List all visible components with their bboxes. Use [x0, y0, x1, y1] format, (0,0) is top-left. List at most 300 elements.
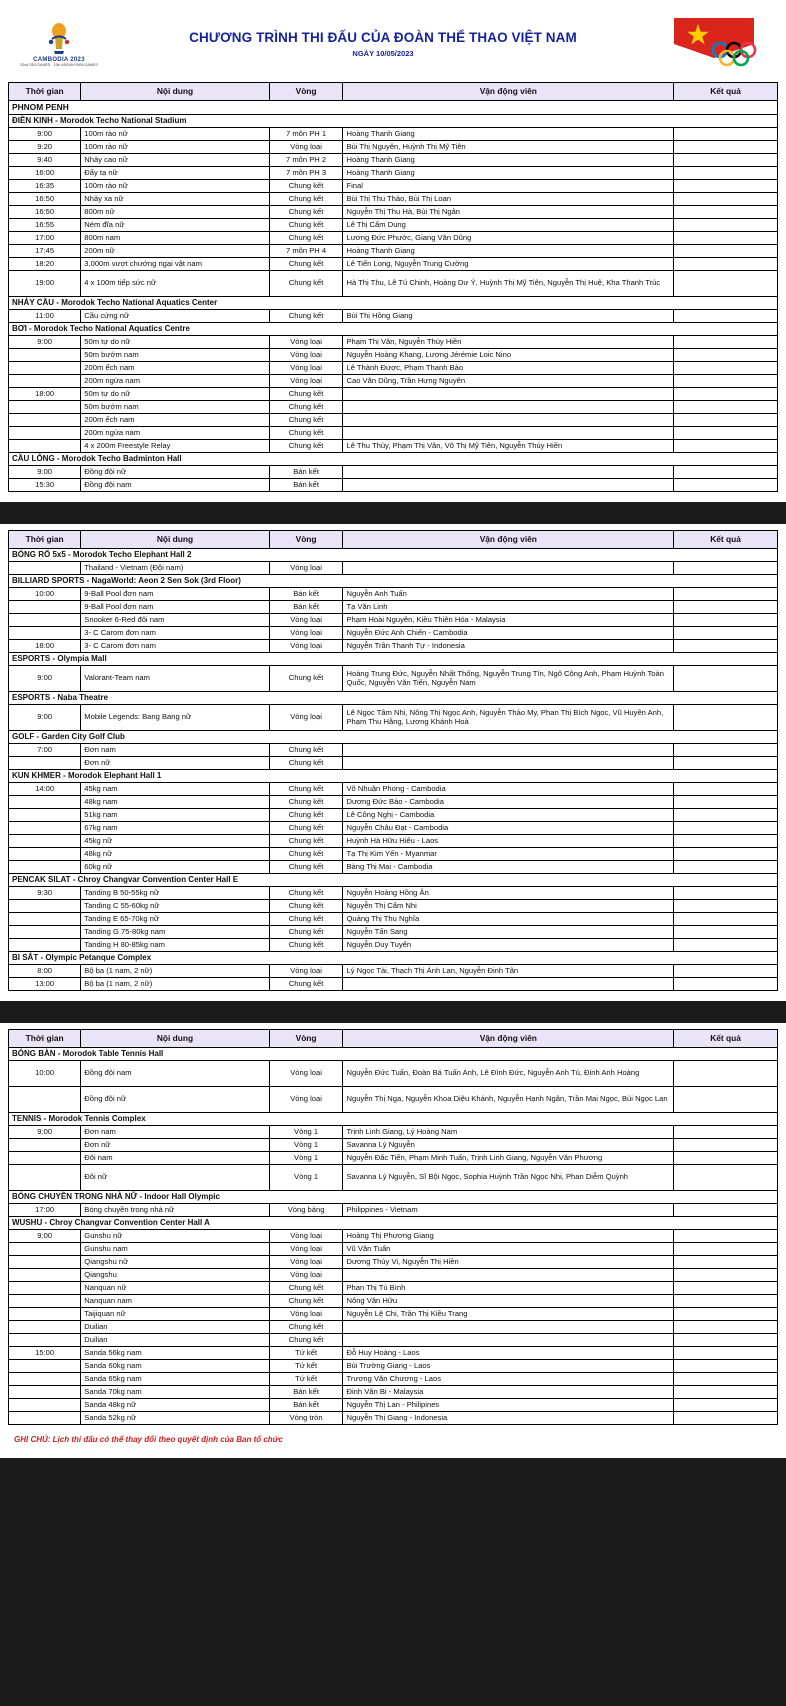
- cell-event: Đôi nam: [81, 1151, 269, 1164]
- cell-result: [674, 613, 778, 626]
- venue-label: ESPORTS - Olympia Mall: [9, 652, 778, 665]
- cell-event: Đơn nam: [81, 743, 269, 756]
- venue-label: BILLIARD SPORTS - NagaWorld: Aeon 2 Sen Sok (3rd Floor): [9, 574, 778, 587]
- cell-event: Qiangshu: [81, 1268, 269, 1281]
- table-row: [9, 639, 778, 652]
- cell-athlete: Cao Văn Dũng, Trần Hưng Nguyên: [343, 374, 674, 387]
- table-row: [9, 613, 778, 626]
- cell-result: [674, 743, 778, 756]
- table-row: [9, 374, 778, 387]
- cell-round: Chung kết: [269, 270, 343, 296]
- cell-event: Đẩy tạ nữ: [81, 166, 269, 179]
- venue-label: KUN KHMER - Morodok Elephant Hall 1: [9, 769, 778, 782]
- col-round: Vòng: [269, 83, 343, 101]
- venue-label: CẦU LÔNG - Morodok Techo Badminton Hall: [9, 452, 778, 465]
- cell-athlete: Vũ Văn Tuấn: [343, 1242, 674, 1255]
- venue-heading-row: [9, 114, 778, 127]
- cell-time: 9:40: [9, 153, 81, 166]
- cell-event: 60kg nữ: [81, 860, 269, 873]
- cell-athlete: [343, 561, 674, 574]
- cell-event: 4 x 100m tiếp sức nữ: [81, 270, 269, 296]
- cell-athlete: Lý Ngọc Tài, Thạch Thị Ánh Lan, Nguyễn Đinh Tân: [343, 964, 674, 977]
- cell-result: [674, 756, 778, 769]
- cell-event: 3- C Carom đơn nam: [81, 626, 269, 639]
- cell-athlete: Lê Thị Cẩm Dung: [343, 218, 674, 231]
- cell-event: Valorant-Team nam: [81, 665, 269, 691]
- cell-athlete: Dương Đức Bảo - Cambodia: [343, 795, 674, 808]
- cell-event: Tanding G 75-80kg nam: [81, 925, 269, 938]
- cell-athlete: [343, 756, 674, 769]
- cell-result: [674, 1333, 778, 1346]
- cell-result: [674, 795, 778, 808]
- cell-event: 100m rào nữ: [81, 140, 269, 153]
- cell-athlete: Savanna Lý Nguyễn, Sĩ Bội Ngọc, Sophia Huỳnh Trần Ngọc Nhi, Phan Diễm Quỳnh: [343, 1164, 674, 1190]
- cell-event: Sanda 60kg nam: [81, 1359, 269, 1372]
- cell-event: Tanding E 65-70kg nữ: [81, 912, 269, 925]
- cell-round: Tứ kết: [269, 1372, 343, 1385]
- page-title: CHƯƠNG TRÌNH THI ĐẤU CỦA ĐOÀN THỂ THAO VIỆT NAM: [189, 30, 577, 45]
- cell-round: Chung kết: [269, 808, 343, 821]
- vietnam-olympic-logo: [668, 14, 760, 74]
- cell-athlete: Nguyễn Hoàng Khang, Lương Jérémie Loic Nino: [343, 348, 674, 361]
- cell-time: [9, 1242, 81, 1255]
- cell-time: 7:00: [9, 743, 81, 756]
- cell-time: 15:30: [9, 478, 81, 491]
- table-row: [9, 335, 778, 348]
- cell-round: Vòng loại: [269, 1086, 343, 1112]
- cell-athlete: Final: [343, 179, 674, 192]
- venue-label: BÓNG CHUYỀN TRONG NHÀ NỮ - Indoor Hall Olympic: [9, 1190, 778, 1203]
- table-row: [9, 626, 778, 639]
- table-row: [9, 361, 778, 374]
- table-row: [9, 413, 778, 426]
- col-round: Vòng: [269, 530, 343, 548]
- table-row: [9, 1320, 778, 1333]
- col-athlete: Vận động viên: [343, 83, 674, 101]
- table-row: [9, 1398, 778, 1411]
- cell-athlete: Nguyễn Thị Giang - Indonesia: [343, 1411, 674, 1424]
- venue-heading-row: [9, 296, 778, 309]
- table-row: [9, 600, 778, 613]
- cell-time: [9, 1385, 81, 1398]
- cell-athlete: [343, 1320, 674, 1333]
- table-row: [9, 127, 778, 140]
- table-row: [9, 899, 778, 912]
- cell-time: [9, 1333, 81, 1346]
- table-row: [9, 478, 778, 491]
- table-row: [9, 782, 778, 795]
- venue-heading-row: [9, 652, 778, 665]
- cell-time: 9:00: [9, 465, 81, 478]
- cell-round: Chung kết: [269, 977, 343, 990]
- cell-event: Duilian: [81, 1320, 269, 1333]
- cell-result: [674, 166, 778, 179]
- cell-time: 18:00: [9, 639, 81, 652]
- col-event: Nội dung: [81, 83, 269, 101]
- cell-event: Qiangshu nữ: [81, 1255, 269, 1268]
- table-row: [9, 847, 778, 860]
- table-row: [9, 205, 778, 218]
- cell-event: Bộ ba (1 nam, 2 nữ): [81, 964, 269, 977]
- cell-result: [674, 626, 778, 639]
- col-round: Vòng: [269, 1029, 343, 1047]
- table-row: [9, 140, 778, 153]
- cell-time: [9, 1138, 81, 1151]
- cell-athlete: Hoàng Thanh Giang: [343, 153, 674, 166]
- cell-event: Sanda 65kg nam: [81, 1372, 269, 1385]
- table-row: [9, 1268, 778, 1281]
- cell-athlete: Nguyễn Tấn Sang: [343, 925, 674, 938]
- city-heading-row: [9, 101, 778, 115]
- cell-athlete: Hoàng Trung Đức, Nguyễn Nhất Thống, Nguyễn Trung Tín, Ngô Công Anh, Phạm Huỳnh Toàn Quốc, Nguyễn Văn Tiến, Nguyễn Nam: [343, 665, 674, 691]
- cell-time: [9, 899, 81, 912]
- table-row: [9, 1164, 778, 1190]
- cell-result: [674, 1307, 778, 1320]
- venue-label: GOLF - Garden City Golf Club: [9, 730, 778, 743]
- cell-result: [674, 179, 778, 192]
- cell-round: Chung kết: [269, 834, 343, 847]
- cell-event: Bộ ba (1 nam, 2 nữ): [81, 977, 269, 990]
- cell-athlete: Huỳnh Hà Hữu Hiếu - Laos: [343, 834, 674, 847]
- cell-result: [674, 1164, 778, 1190]
- cell-athlete: Đỗ Huy Hoàng - Laos: [343, 1346, 674, 1359]
- cell-athlete: Hoàng Thanh Giang: [343, 244, 674, 257]
- cell-round: Chung kết: [269, 899, 343, 912]
- table-row: [9, 218, 778, 231]
- cell-result: [674, 205, 778, 218]
- cell-event: 50m tự do nữ: [81, 335, 269, 348]
- cell-event: Sanda 48kg nữ: [81, 1398, 269, 1411]
- cell-result: [674, 1346, 778, 1359]
- table-row: [9, 912, 778, 925]
- schedule-table-1: [8, 82, 778, 492]
- cell-result: [674, 413, 778, 426]
- cell-athlete: Trương Văn Chương - Laos: [343, 1372, 674, 1385]
- col-result: Kết quả: [674, 83, 778, 101]
- cell-event: 200m ngửa nam: [81, 374, 269, 387]
- cell-result: [674, 1359, 778, 1372]
- cell-event: Đôi nữ: [81, 1164, 269, 1190]
- cell-athlete: Tạ Thị Kim Yến - Myanmar: [343, 847, 674, 860]
- cell-athlete: Hà Thị Thu, Lê Tú Chinh, Hoàng Dư Ý, Huỳnh Thị Mỹ Tiên, Nguyễn Thị Huệ, Kha Thanh Trúc: [343, 270, 674, 296]
- cell-result: [674, 478, 778, 491]
- cell-round: Bán kết: [269, 587, 343, 600]
- schedule-sheet-3: [0, 1023, 786, 1458]
- cell-athlete: Đinh Văn Bi - Malaysia: [343, 1385, 674, 1398]
- cell-event: 200m ếch nam: [81, 361, 269, 374]
- cell-round: Vòng loại: [269, 704, 343, 730]
- venue-heading-row: [9, 730, 778, 743]
- table-row: [9, 561, 778, 574]
- cell-athlete: Lê Tiến Long, Nguyễn Trung Cường: [343, 257, 674, 270]
- vietnam-flag-olympic-rings-icon: [668, 14, 760, 74]
- cell-time: [9, 756, 81, 769]
- cell-athlete: [343, 465, 674, 478]
- cell-athlete: Bùi Trường Giang - Laos: [343, 1359, 674, 1372]
- cell-round: Chung kết: [269, 192, 343, 205]
- venue-heading-row: [9, 1190, 778, 1203]
- cell-time: [9, 1164, 81, 1190]
- cell-round: Tứ kết: [269, 1359, 343, 1372]
- table-row: [9, 1281, 778, 1294]
- cell-round: Vòng loại: [269, 964, 343, 977]
- cell-time: 9:00: [9, 127, 81, 140]
- cell-result: [674, 1320, 778, 1333]
- cell-time: [9, 847, 81, 860]
- cell-event: Mobile Legends: Bang Bang nữ: [81, 704, 269, 730]
- cell-result: [674, 1242, 778, 1255]
- cell-event: Bóng chuyền trong nhà nữ: [81, 1203, 269, 1216]
- cell-round: 7 môn PH 3: [269, 166, 343, 179]
- venue-heading-row: [9, 1216, 778, 1229]
- cell-result: [674, 1229, 778, 1242]
- cell-time: [9, 860, 81, 873]
- cell-event: Duilian: [81, 1333, 269, 1346]
- table-row: [9, 1203, 778, 1216]
- cell-result: [674, 977, 778, 990]
- cell-result: [674, 1385, 778, 1398]
- cell-event: Taijiquan nữ: [81, 1307, 269, 1320]
- cell-time: 16:35: [9, 179, 81, 192]
- cell-result: [674, 1294, 778, 1307]
- venue-heading-row: [9, 548, 778, 561]
- cell-athlete: Hoàng Thanh Giang: [343, 166, 674, 179]
- venue-label: ĐIỀN KINH - Morodok Techo National Stadium: [9, 114, 778, 127]
- cell-event: 9-Ball Pool đơn nam: [81, 600, 269, 613]
- cell-event: Tanding H 80-85kg nam: [81, 938, 269, 951]
- cell-event: Thailand - Vietnam (Đội nam): [81, 561, 269, 574]
- cell-round: Chung kết: [269, 439, 343, 452]
- table-row: [9, 834, 778, 847]
- cell-event: 50m tự do nữ: [81, 387, 269, 400]
- cell-round: Chung kết: [269, 782, 343, 795]
- cell-result: [674, 361, 778, 374]
- cell-time: [9, 600, 81, 613]
- cell-event: Sanda 52kg nữ: [81, 1411, 269, 1424]
- cell-time: [9, 1307, 81, 1320]
- table-row: [9, 1242, 778, 1255]
- table-row: [9, 1385, 778, 1398]
- venue-label: PENCAK SILAT - Chroy Changvar Convention Center Hall E: [9, 873, 778, 886]
- cell-time: 9:00: [9, 335, 81, 348]
- page-date: NGÀY 10/05/2023: [352, 49, 414, 58]
- cell-round: Vòng loại: [269, 626, 343, 639]
- venue-heading-row: [9, 873, 778, 886]
- cell-time: 9:00: [9, 1125, 81, 1138]
- cell-result: [674, 1086, 778, 1112]
- cell-round: Vòng loại: [269, 1307, 343, 1320]
- cell-athlete: Phạm Hoài Nguyên, Kiều Thiên Hóa - Malaysia: [343, 613, 674, 626]
- cell-round: Bán kết: [269, 600, 343, 613]
- col-event: Nội dung: [81, 1029, 269, 1047]
- table-row: [9, 1060, 778, 1086]
- cell-athlete: Lê Ngọc Tâm Nhi, Nông Thị Ngọc Anh, Nguyễn Thảo My, Phan Thị Bích Ngọc, Vũ Huyền Anh, Phạm Thu Hằng, Lương Khánh Hoà: [343, 704, 674, 730]
- col-athlete: Vận động viên: [343, 530, 674, 548]
- cell-round: Vòng loại: [269, 348, 343, 361]
- cell-time: 18:00: [9, 387, 81, 400]
- cell-result: [674, 665, 778, 691]
- table-header-row: [9, 83, 778, 101]
- cell-time: [9, 613, 81, 626]
- cell-event: 45kg nam: [81, 782, 269, 795]
- table-row: [9, 925, 778, 938]
- cell-athlete: Nông Văn Hữu: [343, 1294, 674, 1307]
- cell-time: [9, 1320, 81, 1333]
- cell-event: 50m bướm nam: [81, 400, 269, 413]
- sea-games-emblem-icon: [42, 22, 76, 56]
- table-row: [9, 795, 778, 808]
- cell-time: [9, 1411, 81, 1424]
- cambodia-2023-logo: [20, 15, 98, 73]
- cell-event: Nanquan nữ: [81, 1281, 269, 1294]
- cell-round: Chung kết: [269, 257, 343, 270]
- cell-event: 48kg nam: [81, 795, 269, 808]
- cell-result: [674, 938, 778, 951]
- table-row: [9, 860, 778, 873]
- cell-athlete: Hoàng Thị Phương Giang: [343, 1229, 674, 1242]
- venue-label: BI SẮT - Olympic Petanque Complex: [9, 951, 778, 964]
- footer-note: GHI CHÚ: Lịch thi đấu có thể thay đổi theo quyết định của Ban tổ chức: [14, 1434, 283, 1444]
- cell-athlete: Philippines - Vietnam: [343, 1203, 674, 1216]
- cell-result: [674, 964, 778, 977]
- sheet-divider: [0, 1001, 786, 1023]
- cell-result: [674, 912, 778, 925]
- cell-round: Vòng 1: [269, 1138, 343, 1151]
- cell-event: Đồng đội nữ: [81, 1086, 269, 1112]
- cell-event: 50m bướm nam: [81, 348, 269, 361]
- venue-label: WUSHU - Chroy Changvar Convention Center Hall A: [9, 1216, 778, 1229]
- venue-heading-row: [9, 322, 778, 335]
- cell-result: [674, 270, 778, 296]
- cell-event: Gunshu nữ: [81, 1229, 269, 1242]
- venue-heading-row: [9, 951, 778, 964]
- cell-event: Đồng đội nam: [81, 478, 269, 491]
- cell-athlete: Quảng Thị Thu Nghĩa: [343, 912, 674, 925]
- venue-label: NHẢY CẦU - Morodok Techo National Aquatics Center: [9, 296, 778, 309]
- cell-event: 48kg nữ: [81, 847, 269, 860]
- cell-event: Đơn nữ: [81, 1138, 269, 1151]
- cell-result: [674, 335, 778, 348]
- cell-result: [674, 231, 778, 244]
- cell-event: Nanquan nam: [81, 1294, 269, 1307]
- cell-result: [674, 808, 778, 821]
- cell-round: Chung kết: [269, 860, 343, 873]
- cell-athlete: Nguyễn Đức Anh Chiến - Cambodia: [343, 626, 674, 639]
- cell-result: [674, 899, 778, 912]
- cell-event: 3,000m vượt chướng ngại vật nam: [81, 257, 269, 270]
- cell-athlete: Nguyễn Trần Thanh Tự - Indonesia: [343, 639, 674, 652]
- cell-athlete: Bùi Thị Hồng Giang: [343, 309, 674, 322]
- cell-athlete: Lê Công Nghị - Cambodia: [343, 808, 674, 821]
- cell-round: Chung kết: [269, 387, 343, 400]
- cell-time: [9, 1398, 81, 1411]
- cell-time: 10:00: [9, 1060, 81, 1086]
- table-row: [9, 244, 778, 257]
- cell-time: [9, 1151, 81, 1164]
- cell-time: 13:00: [9, 977, 81, 990]
- table-row: [9, 743, 778, 756]
- cell-round: Vòng loại: [269, 1060, 343, 1086]
- table-row: [9, 1294, 778, 1307]
- torch-icon: [42, 22, 76, 56]
- table-row: [9, 886, 778, 899]
- cell-athlete: Nguyễn Thị Lan - Philipines: [343, 1398, 674, 1411]
- cell-result: [674, 860, 778, 873]
- cell-round: 7 môn PH 1: [269, 127, 343, 140]
- cell-event: 67kg nam: [81, 821, 269, 834]
- cell-round: Vòng tròn: [269, 1411, 343, 1424]
- cell-result: [674, 1125, 778, 1138]
- table-row: [9, 938, 778, 951]
- cell-result: [674, 704, 778, 730]
- cell-result: [674, 1138, 778, 1151]
- cell-athlete: [343, 400, 674, 413]
- cell-athlete: Bùi Thị Nguyên, Huỳnh Thị Mỹ Tiên: [343, 140, 674, 153]
- table-row: [9, 964, 778, 977]
- table-row: [9, 166, 778, 179]
- cell-event: Đồng đội nam: [81, 1060, 269, 1086]
- cell-time: [9, 1281, 81, 1294]
- cell-event: Tanding B 50-55kg nữ: [81, 886, 269, 899]
- cell-athlete: Tạ Văn Linh: [343, 600, 674, 613]
- cell-round: Bán kết: [269, 478, 343, 491]
- cell-event: Đơn nữ: [81, 756, 269, 769]
- cell-time: 16:00: [9, 166, 81, 179]
- venue-label: ESPORTS - Naba Theatre: [9, 691, 778, 704]
- cell-time: 17:45: [9, 244, 81, 257]
- cell-time: 19:00: [9, 270, 81, 296]
- table-row: [9, 808, 778, 821]
- cell-time: 16:50: [9, 205, 81, 218]
- cell-round: Vòng loại: [269, 639, 343, 652]
- cell-time: [9, 400, 81, 413]
- cell-result: [674, 600, 778, 613]
- table-row: [9, 1372, 778, 1385]
- cell-athlete: [343, 387, 674, 400]
- venue-heading-row: [9, 574, 778, 587]
- table-header-row: [9, 530, 778, 548]
- cell-round: Vòng loại: [269, 1255, 343, 1268]
- cell-athlete: Savanna Lý Nguyễn: [343, 1138, 674, 1151]
- table-row: [9, 756, 778, 769]
- cell-result: [674, 561, 778, 574]
- cell-round: Vòng bảng: [269, 1203, 343, 1216]
- table-row: [9, 426, 778, 439]
- cell-event: Gunshu nam: [81, 1242, 269, 1255]
- table-body-2: [9, 548, 778, 990]
- col-athlete: Vận động viên: [343, 1029, 674, 1047]
- cell-round: Vòng 1: [269, 1164, 343, 1190]
- col-time: Thời gian: [9, 530, 81, 548]
- cell-round: Chung kết: [269, 205, 343, 218]
- cell-athlete: Nguyễn Châu Đạt - Cambodia: [343, 821, 674, 834]
- col-result: Kết quả: [674, 530, 778, 548]
- venue-heading-row: [9, 769, 778, 782]
- cell-athlete: Nguyễn Thị Cẩm Nhi: [343, 899, 674, 912]
- cell-time: [9, 439, 81, 452]
- cell-time: 16:50: [9, 192, 81, 205]
- cell-athlete: [343, 1333, 674, 1346]
- cell-athlete: Nguyễn Thị Nga, Nguyễn Khoa Diệu Khánh, Nguyễn Hạnh Ngân, Trần Mai Ngọc, Bùi Ngọc Lan: [343, 1086, 674, 1112]
- cell-result: [674, 782, 778, 795]
- cell-event: Ném đĩa nữ: [81, 218, 269, 231]
- cell-event: Nhảy cao nữ: [81, 153, 269, 166]
- cell-event: Cầu cứng nữ: [81, 309, 269, 322]
- table-body-3: [9, 1047, 778, 1424]
- cell-event: 100m rào nữ: [81, 179, 269, 192]
- schedule-table-3: [8, 1029, 778, 1425]
- cambodia-logo-label: CAMBODIA 2023: [33, 56, 85, 63]
